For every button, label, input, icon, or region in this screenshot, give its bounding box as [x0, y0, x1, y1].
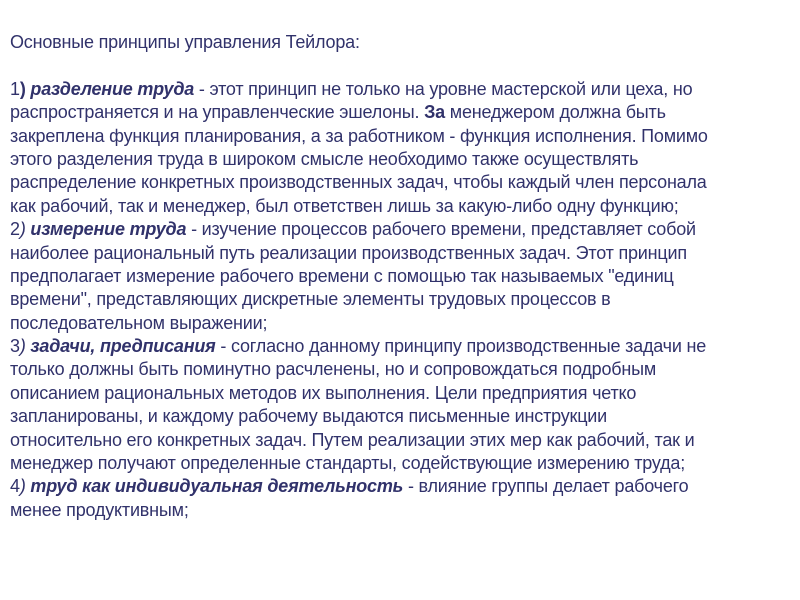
- text-run: только должны быть поминутно расчленены, но и сопровождаться подробным: [10, 359, 657, 380]
- text-line: [10, 499, 796, 522]
- text-run: последовательном выражении;: [10, 312, 268, 333]
- text-line: [10, 101, 796, 124]
- text-line: [10, 265, 796, 288]
- text-run: - согласно данному принципу производственные задачи не: [215, 336, 707, 357]
- text-line: [10, 429, 796, 452]
- text-run: - влияние группы делает рабочего: [403, 476, 689, 497]
- text-run: наиболее рациональный путь реализации производственных задач. Этот принцип: [10, 242, 687, 263]
- text-line: [10, 242, 796, 265]
- text-run: измерение труда: [30, 219, 187, 240]
- text-run: разделение труда: [30, 78, 195, 99]
- text-line: [10, 475, 796, 498]
- text-run: этого разделения труда в широком смысле необходимо также осуществлять: [10, 148, 639, 169]
- slide-text-block: [10, 31, 796, 522]
- text-line: [10, 78, 796, 101]
- text-run: распределение конкретных производственных задач, чтобы каждый член персонала: [10, 172, 707, 193]
- text-line: [10, 312, 796, 335]
- text-line: [10, 288, 796, 311]
- text-line: [10, 125, 796, 148]
- text-line: [10, 171, 796, 194]
- text-line: [10, 358, 796, 381]
- text-line: [10, 195, 796, 218]
- text-line: [10, 335, 796, 358]
- text-line: [10, 218, 796, 241]
- text-run: 4: [10, 476, 20, 497]
- slide-body: [10, 78, 796, 522]
- text-run: описанием рациональных методов их выполнения. Цели предприятия четко: [10, 382, 637, 403]
- text-line: [10, 382, 796, 405]
- text-run: относительно его конкретных задач. Путем реализации этих мер как рабочий, так и: [10, 429, 695, 450]
- text-run: менее продуктивным;: [10, 499, 189, 520]
- text-run: За: [424, 102, 445, 123]
- text-run: как рабочий, так и менеджер, был ответствен лишь за какую-либо одну функцию;: [10, 195, 679, 216]
- text-run: запланированы, и каждому рабочему выдаются письменные инструкции: [10, 406, 608, 427]
- text-run: 2: [10, 219, 20, 240]
- text-line: [10, 148, 796, 171]
- text-run: труд как индивидуальная деятельность: [30, 476, 404, 497]
- text-run: 3: [10, 336, 20, 357]
- slide-title: Основные принципы управления Тейлора:: [10, 32, 360, 52]
- text-run: ): [19, 219, 31, 240]
- text-line: [10, 405, 796, 428]
- text-run: предполагает измерение рабочего времени с помощью так называемых "единиц: [10, 265, 674, 286]
- text-run: ): [19, 336, 31, 357]
- text-run: менеджером должна быть: [444, 102, 666, 123]
- text-run: ): [19, 476, 31, 497]
- text-run: закреплена функция планирования, а за работником - функция исполнения. Помимо: [10, 125, 708, 146]
- text-run: - этот принцип не только на уровне мастерской или цеха, но: [194, 78, 693, 99]
- text-run: распространяется и на управленческие эшелоны.: [10, 102, 425, 123]
- text-run: задачи, предписания: [30, 336, 216, 357]
- text-run: 1: [10, 78, 20, 99]
- text-run: времени", представляющих дискретные элементы трудовых процессов в: [10, 289, 611, 310]
- text-line: [10, 452, 796, 475]
- text-run: - изучение процессов рабочего времени, представляет собой: [186, 219, 696, 240]
- text-run: ): [19, 78, 31, 99]
- text-run: менеджер получают определенные стандарты, содействующие измерению труда;: [10, 453, 686, 474]
